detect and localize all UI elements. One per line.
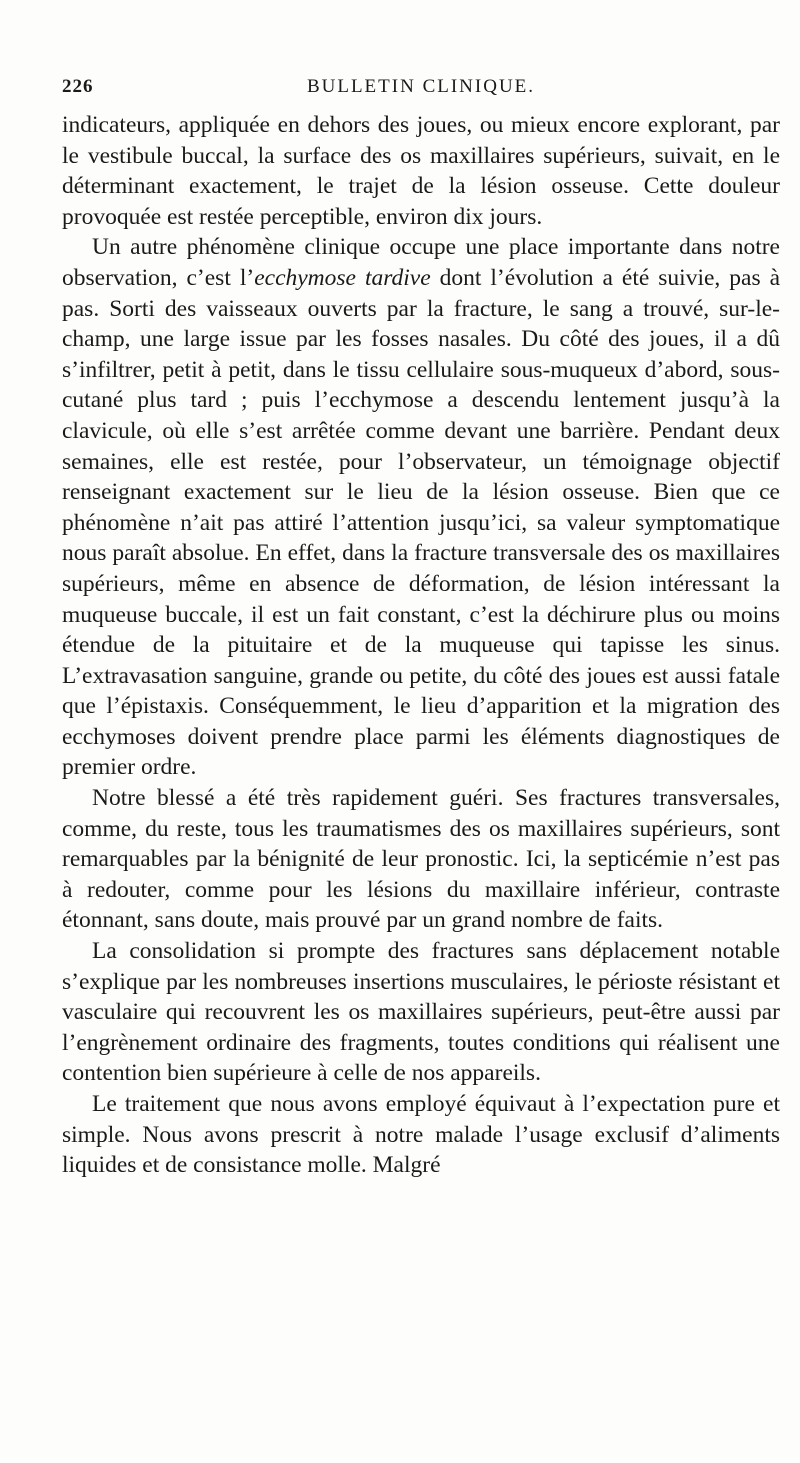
- paragraph-2-text-a: Un autre phénomène clinique occupe une place importante dans notre observation, c’est l’: [62, 234, 780, 291]
- paragraph-2: [62, 232, 780, 783]
- paragraph-1: [62, 110, 780, 232]
- running-head: [62, 76, 780, 102]
- paragraph-1-text: indicateurs, appliquée en dehors des joues, ou mieux encore explorant, par le vestibule buccal, la surface des os maxillaires supérieurs, suivait, en le déterminant exactement, le trajet de la lésion osseuse. Cette douleur provoquée est restée perceptible, environ dix jours.: [62, 112, 780, 230]
- body-text: [62, 110, 780, 1181]
- paragraph-5-text: Le traitement que nous avons employé équivaut à l’expectation pure et simple. Nous avons prescrit à notre malade l’usage exclusif d’aliments liquides et de consistance molle. Malgré: [62, 1091, 780, 1179]
- paragraph-3: [62, 783, 780, 936]
- paragraph-4-text: La consolidation si prompte des fractures sans déplacement notable s’explique par les nombreuses insertions musculaires, le périoste résistant et vasculaire qui recouvrent les os maxillaires supérieurs, peut-être aussi par l’engrènement ordinaire des fragments, toutes conditions qui réalisent une contention bien supérieure à celle de nos appareils.: [62, 938, 780, 1087]
- paragraph-5: [62, 1089, 780, 1181]
- running-head-title: BULLETIN CLINIQUE.: [306, 76, 536, 97]
- emphasis-ecchymose-tardive: ecchymose tardive: [254, 264, 431, 291]
- paragraph-4: [62, 936, 780, 1089]
- page-number: 226: [62, 76, 94, 97]
- paragraph-2-text-b: dont l’évolution a été suivie, pas à pas. Sorti des vaisseaux ouverts par la fracture, le sang a trouvé, sur-le-champ, une large issue par les fosses nasales. Du côté des joues, il a dû s’infiltrer, petit à petit, dans le tissu cellulaire sous-muqueux d’abord, sous-cutané plus tard ; puis l’ecchymose a descendu lentement jusqu’à la clavicule, où elle s’est arrêtée comme devant une barrière. Pendant deux semaines, elle est restée, pour l’observateur, un témoignage objectif renseignant exactement sur le lieu de la lésion osseuse. Bien que ce phénomène n’ait pas attiré l’attention jusqu’ici, sa valeur symptomatique nous paraît absolue. En effet, dans la fracture transversale des os maxillaires supérieurs, même en absence de déformation, de lésion intéressant la muqueuse buccale, il est un fait constant, c’est la déchirure plus ou moins étendue de la pituitaire et de la muqueuse qui tapisse les sinus. L’extravasation sanguine, grande ou petite, du côté des joues est aussi fatale que l’épistaxis. Conséquemment, le lieu d’apparition et la migration des ecchymoses doivent prendre place parmi les éléments diagnostiques de premier ordre.: [62, 264, 781, 781]
- paragraph-3-text: Notre blessé a été très rapidement guéri. Ses fractures transversales, comme, du reste, tous les traumatismes des os maxillaires supérieurs, sont remarquables par la bénignité de leur pronostic. Ici, la septicémie n’est pas à redouter, comme pour les lésions du maxillaire inférieur, contraste étonnant, sans doute, mais prouvé par un grand nombre de faits.: [62, 785, 780, 934]
